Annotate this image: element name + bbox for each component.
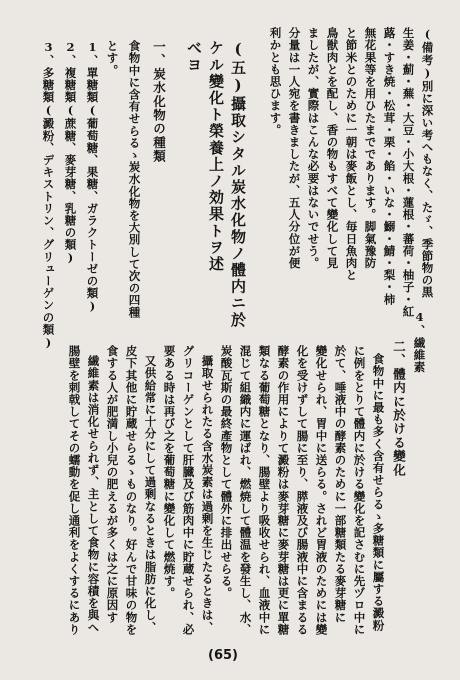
section-item-fiber: 4、繊維素: [412, 310, 427, 373]
question-heading: ケル變化ト榮養上ノ効果トヲ述: [207, 40, 225, 273]
text-column: 食物中に最も多く含有せらるゝ多糖類に屬する澱粉: [371, 353, 386, 632]
text-column: 要ある時は再び之を葡萄糖に變化して燃焼す。: [162, 345, 177, 600]
text-column: (備考)別に深い考へもなく、たゞ、季節物の黒: [420, 27, 435, 299]
list-item: 3、多糖類(澱粉、デキストリン、グリューゲンの類): [41, 40, 56, 350]
text-column: グリコーゲンとして肝臓及び筋肉中に貯蔵せられ、必: [181, 345, 196, 636]
section-heading-changes-in-body: 二、體内に於ける變化: [391, 340, 407, 477]
text-column: とす。: [105, 40, 120, 77]
list-item: 2、複糖類(蔗糖、麥芽糖、乳糖の類): [63, 40, 78, 266]
text-column: 蕗・すき焼・松茸・栗・餡・いな・鰯・鯖・梨・柿: [382, 27, 397, 306]
text-column: 利かとも思ひます。: [268, 27, 283, 136]
text-column: 生姜・薊・蕪・大豆・小大根・蓮根・蕃荷・柚子・紅: [401, 27, 416, 318]
text-column: ましたが、實際はこんな必要はないでせう。: [306, 27, 321, 269]
section-heading-carb-types: 一、炭水化物の種類: [151, 40, 167, 164]
text-column: 於て、唾液中の酵素のために一部糖類たる麥芽糖に: [333, 345, 348, 624]
text-column: 變化せられ、胃中に送らる。されど胃液のためには變: [314, 345, 329, 636]
page-number: (65): [208, 648, 238, 663]
question-heading: べヨ: [185, 40, 203, 74]
text-column: 混じて組織内に運ばれ、燃焼して體温を發生し、水、: [238, 345, 253, 636]
text-column: と節米とのために一朝は麥飯とし、毎日魚肉と: [344, 27, 359, 282]
text-column: 食する人が肥満し小兒の肥えるが多くは之に原因す: [105, 345, 120, 624]
text-column: 化を受けずして腸に至り、膵液及び腸液中に含まるる: [295, 345, 310, 636]
text-column: 又供給常に十分にして過剰なるときは脂肪に化し、: [143, 355, 158, 634]
text-column: 無花果等を用ひたまでであります。脚氣豫防: [363, 27, 378, 269]
text-column: 炭酸瓦斯の最終產物として體外に排出せらる。: [219, 345, 234, 600]
text-column: 腸壁を刺戟してその蠕動を促し通利をよくするにあり: [67, 345, 82, 636]
text-column: 酵素の作用によりて澱粉は麥芽糖に麥芽糖は更に單糖: [276, 345, 291, 636]
text-column: に例をとりて體内に於ける變化を記さむに先ヅロ中に: [352, 345, 367, 636]
text-column: 攝取せられたる含水炭素は過剰を生じたるときは、: [200, 355, 215, 634]
list-item: 1、單糖類(葡萄糖、果糖、ガラクトーゼの類): [85, 40, 100, 314]
text-column: 皮下其他に貯蔵せらるゝものなり。好んで甘味の物を: [124, 345, 139, 636]
text-column: 食物中に含有せらるゝ炭水化物を大別して次の四種: [127, 40, 142, 319]
question-heading: (五)攝取シタル炭水化物ノ體内ニ於: [229, 40, 247, 329]
text-column: 類なる葡萄糖となり、腸壁より吸收せられ、血液中に: [257, 345, 272, 636]
text-column: 繊維素は消化せられず、主として食物に容積を與へ: [86, 355, 101, 634]
text-column: 分量は一人宛を書きましたが、五人分位が便: [287, 27, 302, 269]
text-column: 鳥獣肉とを配し、香の物もすべて變化して見: [325, 27, 340, 269]
